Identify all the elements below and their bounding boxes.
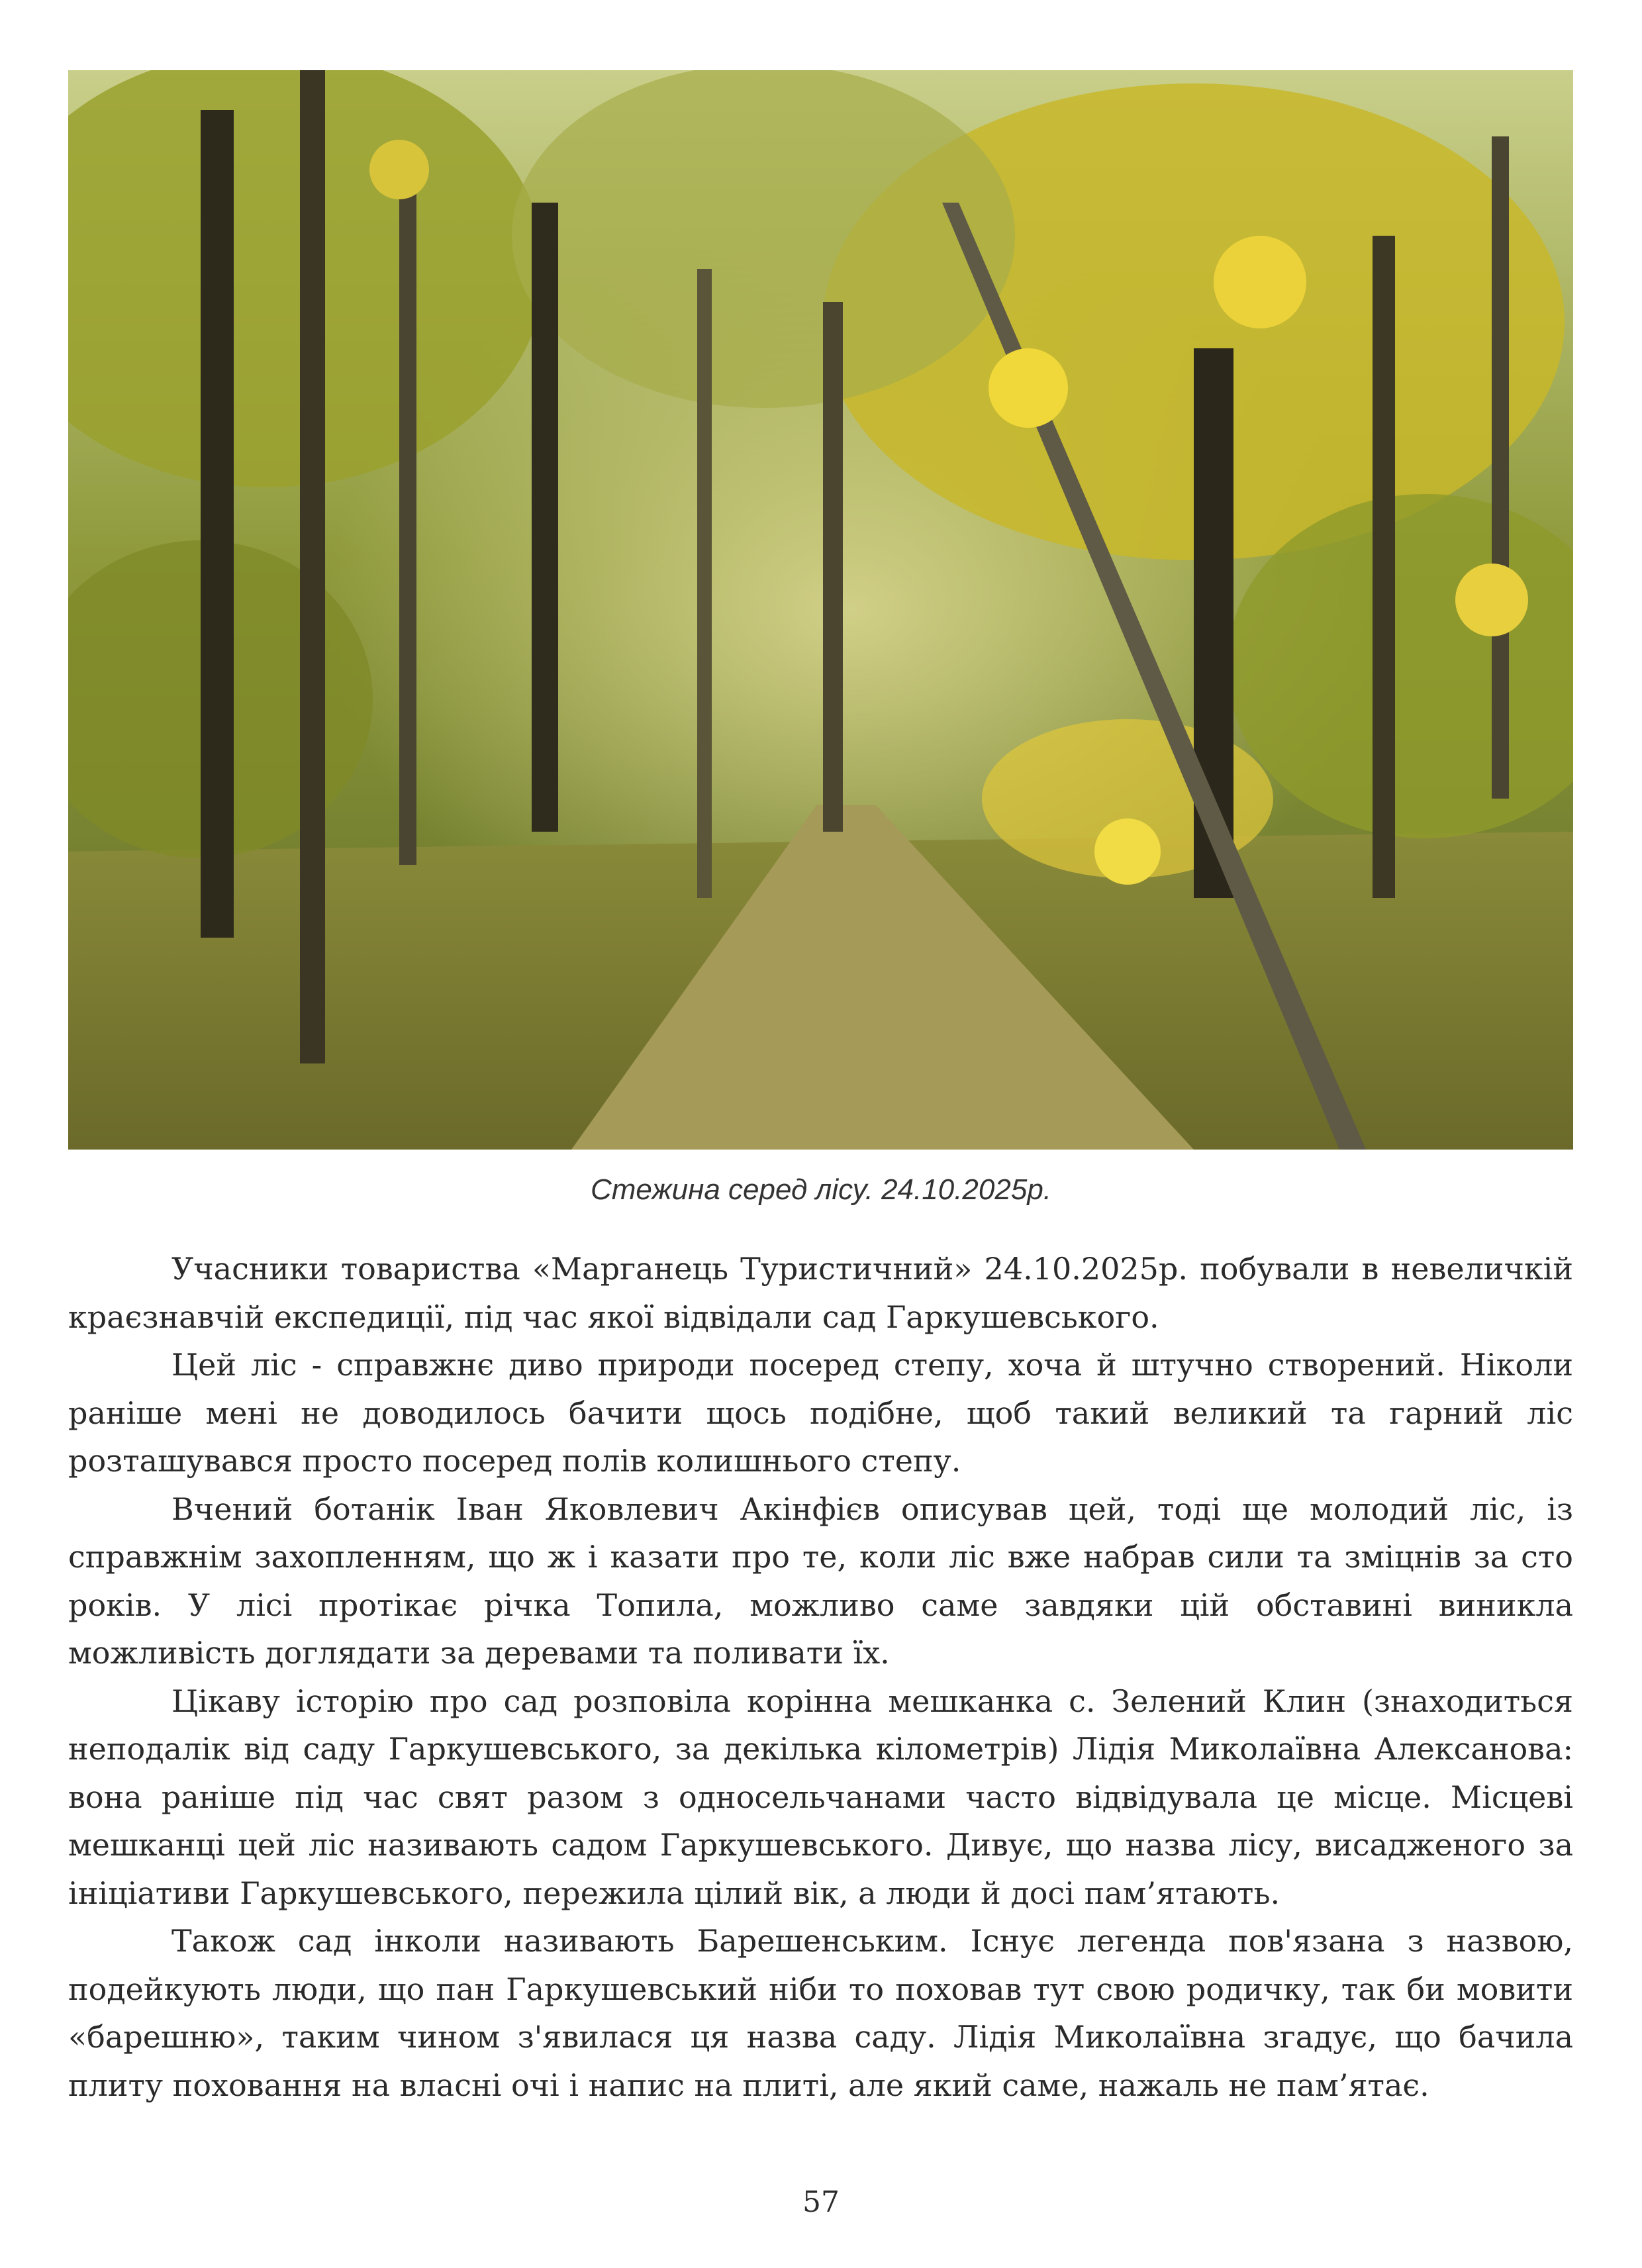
photo-caption: Стежина серед лісу. 24.10.2025р. — [590, 1173, 1052, 1206]
paragraph: Вчений ботанік Іван Яковлевич Акінфієв описував цей, тоді ще молодий ліс, із справжнім захопленням, що ж і казати про те, коли ліс вже набрав сили та зміцнів за сто років. У лісі протікає річка Топила, можливо саме завдяки цій обставині виникла можливість доглядати за деревами та поливати їх. — [68, 1491, 1573, 1671]
paragraph: Учасники товариства «Марганець Туристичний» 24.10.2025р. побували в невеличкій краєзнавчій експедиції, під час якої відвідали сад Гаркушевського. — [68, 1251, 1573, 1335]
paragraph: Цікаву історію про сад розповіла корінна мешканка с. Зелений Клин (знаходиться неподалік від саду Гаркушевського, за декілька кілометрів) Лідія Миколаївна Алексанова: вона раніше під час свят разом з односельчанами часто відвідувала це місце. Місцеві мешканці цей ліс називають садом Гаркушевського. Дивує, що назва лісу, висадженого за ініціативи Гаркушевського, пережила цілий вік, а люди й досі пам’ятають. — [68, 1683, 1573, 1911]
forest-path-image — [68, 70, 1573, 1150]
article-body — [68, 1245, 1573, 2109]
forest-path-photo — [68, 70, 1573, 1150]
paragraph: Цей ліс - справжнє диво природи посеред степу, хоча й штучно створений. Ніколи раніше мені не доводилось бачити щось подібне, щоб такий великий та гарний ліс розташувався просто посеред полів колишнього степу. — [68, 1347, 1573, 1479]
paragraph: Також сад інколи називають Барешенським. Існує легенда пов'язана з назвою, подейкують люди, що пан Гаркушевський ніби то поховав тут свою родичку, так би мовити «барешню», таким чином з'явилася ця назва саду. Лідія Миколаївна згадує, що бачила плиту поховання на власні очі і напис на плиті, але який саме, нажаль не пам’ятає. — [68, 1923, 1573, 2103]
page-number: 57 — [802, 2185, 840, 2219]
